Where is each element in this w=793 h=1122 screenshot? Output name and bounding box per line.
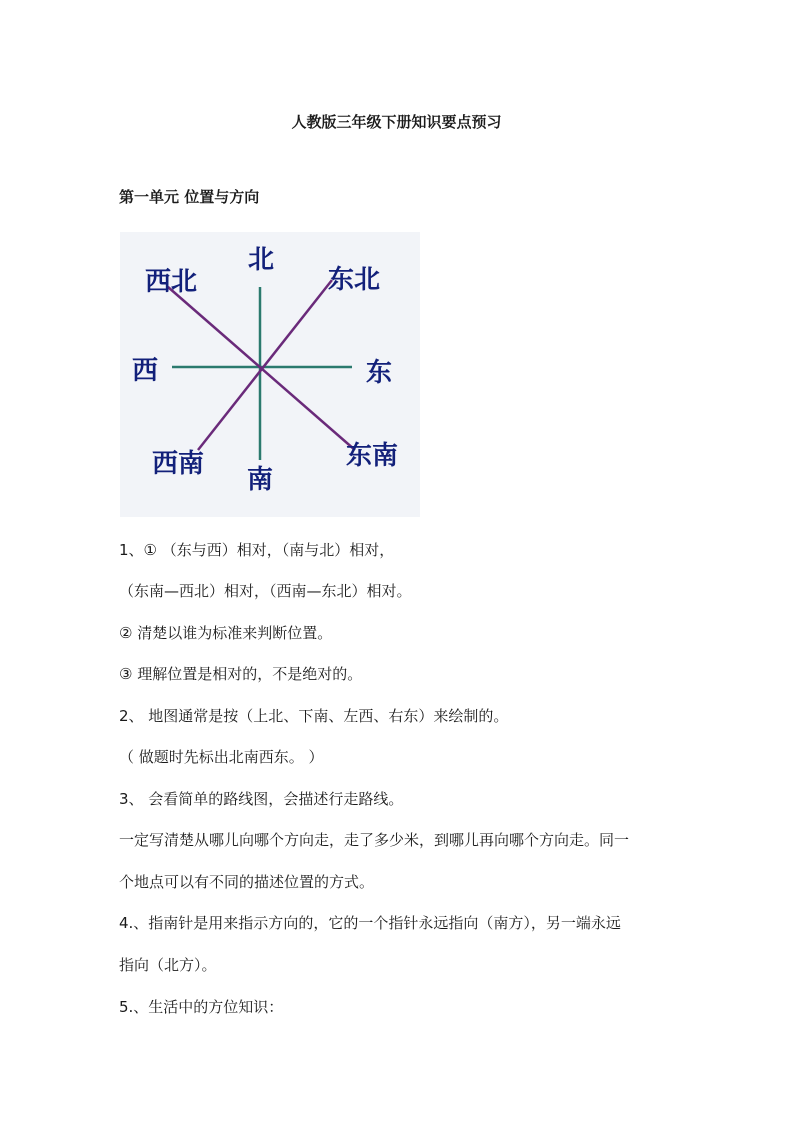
text-line: （东南—西北）相对，（西南—东北）相对。: [119, 582, 412, 600]
text-line: ② 清楚以谁为标准来判断位置。: [119, 624, 333, 642]
text-line: （ 做题时先标出北南西东。 ）: [119, 748, 324, 766]
label-north: 北: [248, 245, 275, 275]
label-southeast: 东南: [346, 441, 399, 471]
text-line: 指向（北方）。: [119, 956, 217, 974]
label-south: 南: [247, 465, 274, 495]
label-west: 西: [132, 356, 159, 386]
section-heading: 第一单元 位置与方向: [119, 188, 260, 206]
text-line: 4.、指南针是用来指示方向的，它的一个指针永远指向（南方），另一端永远: [119, 914, 621, 932]
document-title: 人教版三年级下册知识要点预习: [291, 113, 502, 131]
text-line: 5.、生活中的方位知识：: [119, 998, 284, 1016]
text-line: 个地点可以有不同的描述位置的方式。: [119, 873, 375, 891]
text-line: ③ 理解位置是相对的，不是绝对的。: [119, 665, 363, 683]
label-northwest: 西北: [145, 267, 198, 297]
text-line: 3、 会看简单的路线图，会描述行走路线。: [119, 790, 404, 808]
label-northeast: 东北: [328, 265, 381, 295]
text-line: 一定写清楚从哪儿向哪个方向走，走了多少米，到哪儿再向哪个方向走。同一: [119, 831, 630, 849]
text-line: 1、① （东与西）相对，（南与北）相对，: [119, 541, 395, 559]
label-southwest: 西南: [152, 449, 205, 479]
text-line: 2、 地图通常是按（上北、下南、左西、右东）来绘制的。: [119, 707, 509, 725]
label-east: 东: [366, 358, 393, 388]
compass-diagram: [120, 232, 420, 517]
